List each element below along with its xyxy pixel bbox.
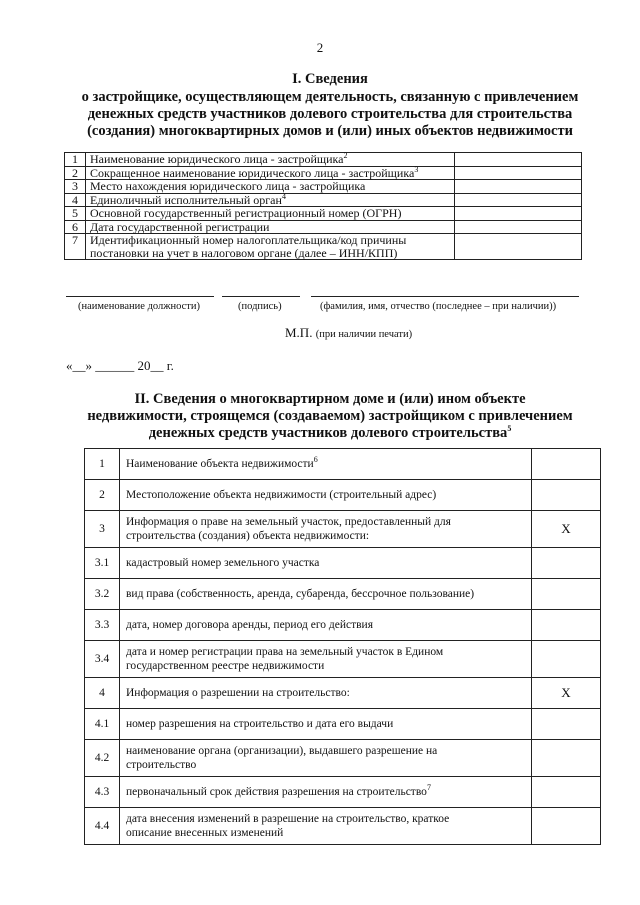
row-number: 4.2 — [85, 740, 120, 777]
row-label-line: Основной государственный регистрационный номер (ОГРН) — [90, 206, 402, 220]
row-label-line: государственном реестре недвижимости — [126, 660, 325, 672]
row-label-line: описание внесенных изменений — [126, 827, 284, 839]
row-number: 3.2 — [85, 579, 120, 610]
row-label-line: Место нахождения юридического лица - застройщика — [90, 179, 366, 193]
table-row — [85, 511, 601, 548]
page-number: 2 — [316, 40, 324, 55]
table-row — [65, 180, 582, 194]
building-info-table — [84, 448, 601, 845]
value-cell[interactable] — [532, 610, 601, 641]
position-label: (наименование должности) — [78, 301, 201, 312]
row-label — [120, 449, 532, 480]
row-number: 4 — [85, 678, 120, 709]
row-label-line: строительство — [126, 759, 197, 771]
value-cell[interactable] — [532, 641, 601, 678]
stamp-text: М.П. — [285, 325, 313, 340]
row-label-line: Единоличный исполнительный орган$^4$ — [90, 191, 286, 207]
value-cell[interactable] — [532, 548, 601, 579]
row-number: 3 — [65, 180, 86, 194]
value-cell[interactable]: Х — [532, 511, 601, 548]
row-number: 3 — [85, 511, 120, 548]
row-label — [120, 808, 532, 845]
row-label-line: Наименование юридического лица - застройщика$^2$ — [90, 151, 348, 166]
footnote-ref: 7 — [426, 783, 431, 793]
section2-title — [40, 391, 620, 442]
table-row — [85, 548, 601, 579]
footnote-ref: 2 — [343, 151, 348, 160]
row-number: 4.4 — [85, 808, 120, 845]
table-row — [85, 740, 601, 777]
table-row — [65, 220, 582, 234]
signature-line — [222, 296, 300, 297]
row-number: 2 — [65, 166, 86, 180]
table-row — [85, 777, 601, 808]
row-label-line: Дата государственной регистрации — [90, 219, 270, 234]
stamp-note: (при наличии печати) — [315, 329, 413, 340]
row-label — [120, 641, 532, 678]
position-line — [66, 296, 214, 297]
footnote-ref: 3 — [414, 164, 419, 174]
row-label-line: Сокращенное наименование юридического лица - застройщика$^3$ — [90, 164, 419, 180]
table-row — [65, 166, 582, 180]
row-label-line: дата и номер регистрации права на земельный участок в Едином — [126, 646, 444, 658]
row-label — [120, 548, 532, 579]
value-cell[interactable] — [532, 449, 601, 480]
value-cell[interactable] — [532, 709, 601, 740]
value-cell[interactable] — [455, 234, 582, 260]
row-label-line: Идентификационный номер налогоплательщика/код причины — [90, 233, 407, 247]
table-row — [85, 449, 601, 480]
table-row — [85, 709, 601, 740]
date-line: «__» ______ 20__ г. — [66, 358, 174, 373]
row-label-line: дата внесения изменений в разрешение на строительство, краткое — [126, 813, 450, 825]
table-row — [65, 234, 582, 260]
row-label-line: постановки на учет в налоговом органе (далее – ИНН/КПП) — [90, 245, 398, 260]
value-cell[interactable] — [455, 207, 582, 221]
footnote-ref: 6 — [313, 455, 318, 465]
row-label-line: дата, номер договора аренды, период его действия — [126, 619, 374, 631]
section1-subtitle — [40, 89, 620, 140]
row-number: 4.3 — [85, 777, 120, 808]
footnote-ref: 4 — [281, 191, 286, 201]
row-number: 1 — [85, 449, 120, 480]
row-label-line: наименование органа (организации), выдавшего разрешение на — [126, 745, 438, 757]
value-cell[interactable] — [532, 480, 601, 511]
table-row — [85, 808, 601, 845]
value-cell[interactable] — [532, 740, 601, 777]
row-number: 6 — [65, 220, 86, 234]
row-label — [120, 579, 532, 610]
row-number: 5 — [65, 207, 86, 221]
name-line — [311, 296, 579, 297]
section1-title: I. Сведения — [292, 71, 368, 87]
table-row — [85, 610, 601, 641]
value-cell[interactable] — [455, 166, 582, 180]
table-row — [85, 678, 601, 709]
value-cell[interactable] — [532, 777, 601, 808]
table-row — [65, 193, 582, 207]
row-label-line: Местоположение объекта недвижимости (строительный адрес) — [126, 489, 437, 501]
row-label-line: вид права (собственность, аренда, субаренда, бессрочное пользование) — [126, 588, 475, 600]
row-label-line: кадастровый номер земельного участка — [126, 557, 320, 569]
row-label — [120, 709, 532, 740]
section1-subtitle-line: о застройщике, осуществляющем деятельность, связанную с привлечением — [81, 89, 579, 105]
row-label — [86, 220, 455, 234]
row-label — [86, 193, 455, 207]
section2-title-line: недвижимости, строящемся (создаваемом) застройщиком с привлечением — [87, 408, 573, 424]
developer-info-table — [64, 152, 582, 260]
row-number: 4 — [65, 193, 86, 207]
section1-subtitle-line: денежных средств участников долевого строительства для строительства — [87, 106, 573, 122]
row-label — [86, 180, 455, 194]
value-cell[interactable] — [532, 808, 601, 845]
row-label — [86, 207, 455, 221]
value-cell[interactable] — [455, 180, 582, 194]
stamp-placeholder — [285, 325, 412, 341]
row-label-line: номер разрешения на строительство и дата его выдачи — [126, 718, 394, 730]
row-label — [86, 234, 455, 260]
row-number: 7 — [65, 234, 86, 260]
value-cell[interactable] — [532, 579, 601, 610]
row-number: 1 — [65, 153, 86, 167]
value-cell[interactable] — [455, 193, 582, 207]
row-label-line: Информация о разрешении на строительство: — [126, 687, 350, 699]
row-number: 3.4 — [85, 641, 120, 678]
row-label — [86, 153, 455, 167]
row-label — [120, 480, 532, 511]
signature-label: (подпись) — [238, 301, 282, 312]
table-row — [85, 641, 601, 678]
value-cell[interactable] — [455, 153, 582, 167]
row-label-line: Информация о праве на земельный участок, предоставленный для — [126, 516, 451, 528]
table-row — [85, 579, 601, 610]
section2-title-line: II. Сведения о многоквартирном доме и (или) ином объекте — [134, 391, 526, 407]
row-label-line: строительства (создания) объекта недвижимости: — [126, 530, 370, 542]
row-label — [120, 511, 532, 548]
value-cell[interactable]: Х — [532, 678, 601, 709]
value-cell[interactable] — [455, 220, 582, 234]
row-label — [120, 610, 532, 641]
row-label — [120, 777, 532, 808]
row-label-line: Наименование объекта недвижимости$^6$ — [126, 455, 318, 470]
row-label — [120, 678, 532, 709]
row-number: 3.1 — [85, 548, 120, 579]
row-label — [86, 166, 455, 180]
table-row — [65, 153, 582, 167]
footnote-ref: 5 — [507, 424, 512, 434]
section2-title-line: денежных средств участников долевого строительства$^5$ — [148, 424, 512, 441]
row-label — [120, 740, 532, 777]
row-number: 3.3 — [85, 610, 120, 641]
table-row — [85, 480, 601, 511]
row-label-line: первоначальный срок действия разрешения на строительство$^7$ — [126, 783, 431, 798]
section1-subtitle-line: (создания) многоквартирных домов и (или) иных объектов недвижимости — [87, 123, 573, 139]
name-label: (фамилия, имя, отчество (последнее – при наличии)) — [320, 301, 557, 312]
row-number: 2 — [85, 480, 120, 511]
table-row — [65, 207, 582, 221]
row-number: 4.1 — [85, 709, 120, 740]
